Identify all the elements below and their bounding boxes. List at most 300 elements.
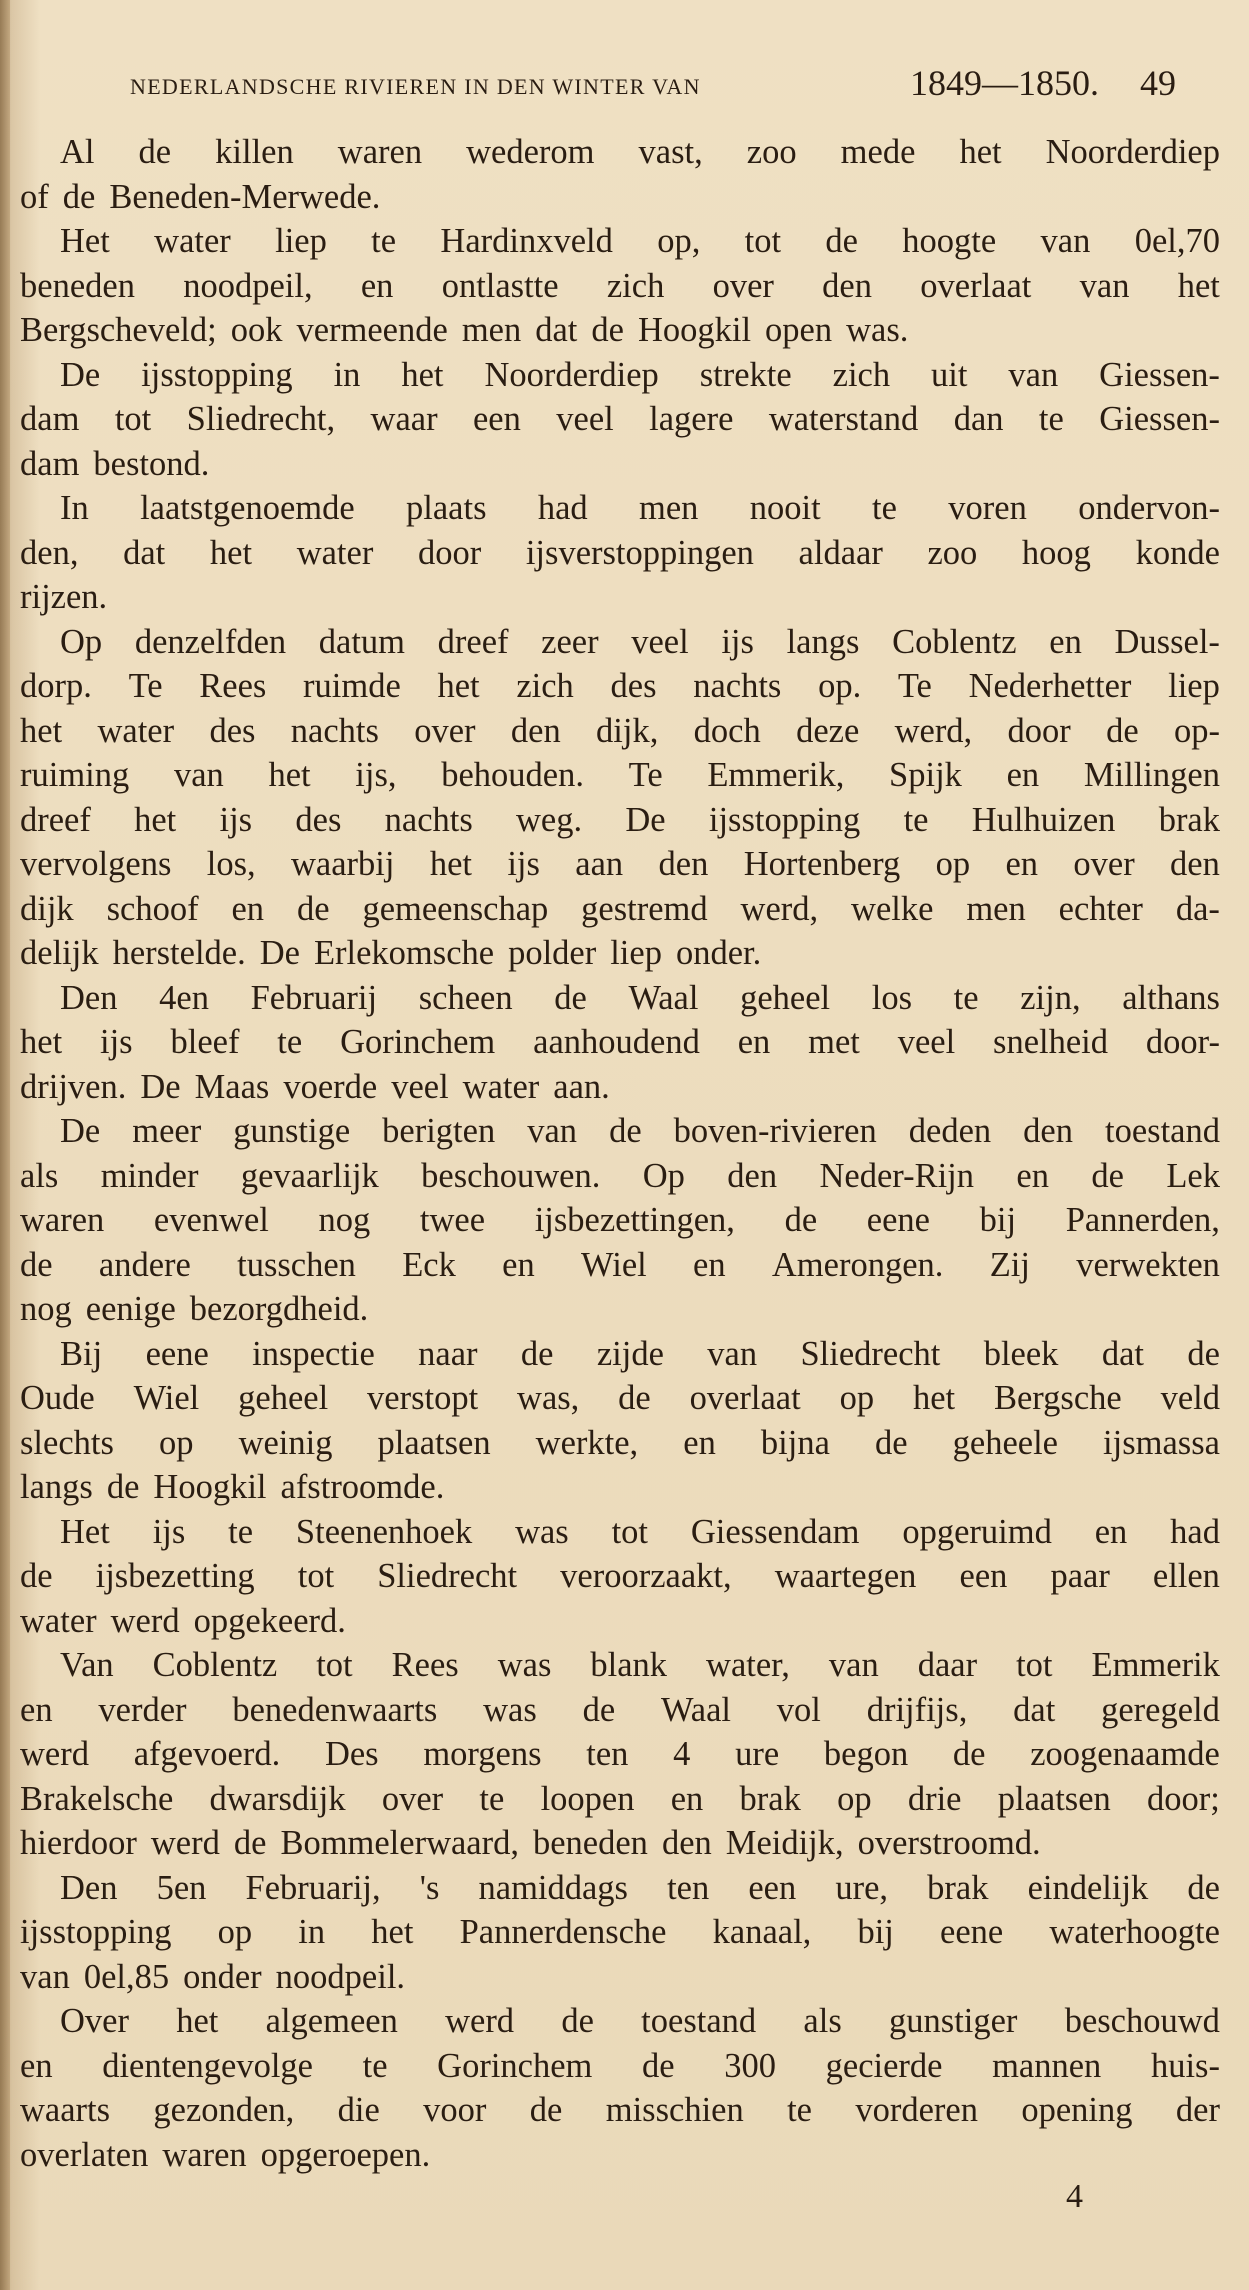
word: aanhoudend — [533, 1023, 700, 1061]
text-line — [20, 1866, 1220, 1911]
word: en — [1094, 1512, 1128, 1551]
word: de — [296, 889, 330, 928]
word: zich — [606, 266, 665, 305]
word: Bommelerwaard, — [280, 1824, 519, 1862]
word: de — [1091, 1156, 1124, 1195]
word: drijfijs, — [866, 1690, 968, 1729]
word: het — [401, 355, 444, 394]
word: bij — [857, 1913, 894, 1951]
word: toestand — [641, 2002, 757, 2040]
word: Oude — [20, 1379, 95, 1417]
text-line — [20, 175, 1220, 220]
word: werd — [150, 1824, 220, 1862]
word: mannen — [992, 2046, 1102, 2085]
word: op — [839, 1379, 875, 1417]
word: zijn, — [1020, 978, 1081, 1017]
word: nachts — [290, 711, 379, 750]
word: en — [231, 889, 265, 928]
word: de — [554, 978, 587, 1017]
word: dwarsdijk — [209, 1779, 346, 1818]
word: door- — [1145, 1023, 1220, 1061]
word: delijk — [20, 934, 99, 972]
word: tot — [611, 1512, 648, 1551]
word: 0el,70 — [1134, 222, 1220, 260]
word: water — [462, 1067, 540, 1106]
word: liep — [1168, 667, 1220, 705]
word: Lek — [1166, 1156, 1220, 1195]
word: den, — [20, 533, 79, 572]
word: en — [737, 1023, 771, 1061]
text-line — [20, 1821, 1220, 1866]
word: had — [1170, 1512, 1220, 1551]
word: deze — [796, 711, 860, 750]
word: Pannerdensche — [459, 1913, 667, 1951]
word: denzelfden — [134, 622, 287, 661]
text-line — [20, 1020, 1220, 1065]
word: het — [134, 800, 177, 839]
word: dreef — [20, 800, 91, 839]
word: het — [959, 133, 1002, 171]
word: snelheid — [993, 1023, 1109, 1061]
word: de — [561, 2002, 594, 2040]
word: door; — [1147, 1779, 1220, 1818]
word: water — [20, 1601, 97, 1640]
word: over — [712, 266, 774, 305]
text-line — [20, 664, 1220, 709]
word: des — [209, 711, 256, 750]
text-line — [20, 1643, 1220, 1688]
word: benedenwaarts — [232, 1690, 438, 1729]
text-line — [20, 931, 1220, 976]
word: wederom — [466, 133, 595, 171]
word: meer — [132, 1112, 202, 1150]
word: bleef — [170, 1023, 240, 1061]
word: paar — [1050, 1557, 1110, 1595]
word: des — [610, 667, 657, 705]
word: Steenenhoek — [295, 1512, 473, 1551]
word: brak — [927, 1868, 989, 1907]
word: ruiming — [20, 756, 130, 794]
word: Neder-Rijn — [819, 1156, 975, 1195]
word: over — [414, 711, 476, 750]
text-line — [20, 1154, 1220, 1199]
word: 5en — [156, 1868, 207, 1907]
word: lagere — [649, 400, 734, 438]
word: ondervon- — [1078, 489, 1220, 527]
word: op — [158, 1423, 194, 1462]
word: de — [582, 1690, 616, 1729]
text-line — [20, 1243, 1220, 1288]
word: over — [381, 1779, 444, 1818]
word: eindelijk — [1027, 1868, 1149, 1907]
word: zich — [516, 667, 574, 705]
word: de — [609, 1112, 642, 1150]
word: het — [429, 845, 472, 883]
word: ten — [586, 1735, 629, 1773]
word: Dussel- — [1114, 622, 1220, 661]
word: Eck — [402, 1245, 456, 1284]
word: Amerongen. — [771, 1245, 944, 1284]
word: de — [20, 1557, 53, 1595]
word: Den — [60, 1868, 118, 1907]
word: Nederhetter — [968, 667, 1132, 705]
word: waren — [20, 1201, 105, 1239]
word: ten — [667, 1868, 710, 1907]
word: het — [268, 756, 311, 794]
word: noodpeil, — [183, 266, 313, 305]
word: Bergscheveld; — [20, 311, 217, 349]
word: zeer — [541, 622, 599, 661]
word: algemeen — [265, 2002, 398, 2040]
word: werkte, — [535, 1423, 639, 1462]
word: los, — [206, 845, 256, 883]
word: dam — [20, 400, 80, 438]
word: geheel — [740, 978, 831, 1017]
word: als — [803, 2002, 842, 2040]
word: verder — [98, 1690, 187, 1729]
word: opgeruimd — [902, 1512, 1052, 1551]
word: vermeende — [296, 311, 448, 349]
word: en — [20, 1690, 53, 1729]
word: de — [529, 2091, 563, 2129]
word: als — [20, 1156, 59, 1195]
word: ontlastte — [441, 266, 559, 305]
word: Waal — [628, 978, 699, 1017]
word: te — [1038, 400, 1064, 438]
word: Het — [60, 222, 110, 260]
word: Giessendam — [690, 1512, 860, 1551]
word: ijsstopping — [20, 1913, 172, 1951]
word: op- — [1174, 711, 1220, 750]
word: de — [642, 2046, 675, 2085]
body-text — [20, 130, 1220, 2177]
word: op — [935, 845, 971, 883]
word: bestond. — [93, 444, 210, 483]
word: nachts — [384, 800, 473, 839]
word: Op — [642, 1156, 685, 1195]
word: ellen — [1152, 1557, 1220, 1595]
word: te — [479, 1779, 505, 1818]
word: andere — [98, 1245, 191, 1284]
word: aan — [575, 845, 624, 883]
word: werd — [110, 1601, 180, 1640]
word: onder — [183, 1957, 262, 1996]
word: waren — [162, 2135, 247, 2174]
word: 0el,85 — [83, 1957, 170, 1996]
word: eene — [145, 1334, 209, 1373]
word: veel — [556, 400, 614, 438]
word: da- — [1175, 889, 1220, 928]
word: gemeenschap — [362, 889, 549, 928]
word: hoogte — [902, 222, 997, 260]
word: dorp. — [20, 667, 92, 705]
text-line — [20, 1065, 1220, 1110]
word: De — [625, 800, 666, 839]
word: liep — [275, 222, 327, 260]
word: killen — [215, 133, 294, 171]
word: uit — [931, 355, 968, 394]
word: 4 — [673, 1735, 691, 1773]
word: geheele — [952, 1423, 1058, 1462]
word: veel — [631, 622, 689, 661]
word: Gorinchem — [437, 2046, 593, 2085]
word: bij — [979, 1201, 1017, 1239]
text-line — [20, 798, 1220, 843]
word: de — [825, 222, 858, 260]
word: gunstige — [233, 1112, 351, 1150]
word: nachts — [693, 667, 782, 705]
text-line — [20, 1777, 1220, 1822]
word: van — [1008, 355, 1059, 394]
word: mede — [840, 133, 916, 171]
word: plaats — [406, 489, 487, 527]
word: het — [437, 667, 480, 705]
word: waarts — [20, 2091, 111, 2129]
text-line — [20, 1465, 1220, 1510]
word: de — [106, 1468, 140, 1506]
word: op. — [818, 667, 862, 705]
word: en — [683, 1423, 716, 1462]
word: Millingen — [1083, 756, 1220, 794]
word: Wiel — [581, 1245, 647, 1284]
word: vast, — [638, 133, 703, 171]
word: was — [515, 1512, 569, 1551]
word: tusschen — [237, 1245, 356, 1284]
word: Pannerden, — [1065, 1201, 1220, 1239]
word: en — [360, 266, 394, 305]
text-line — [20, 1287, 1220, 1332]
word: de — [233, 1824, 267, 1862]
page-binding-edge — [0, 0, 10, 2290]
text-line — [20, 397, 1220, 442]
word: onder. — [675, 934, 762, 972]
word: Hoogkil — [153, 1468, 267, 1506]
word: Giessen- — [1099, 400, 1220, 438]
word: evenwel — [153, 1201, 269, 1239]
word: opgekeerd. — [193, 1601, 346, 1640]
text-line — [20, 1599, 1220, 1644]
word: van — [527, 1112, 578, 1150]
word: van — [707, 1334, 758, 1373]
word: Over — [60, 2002, 129, 2040]
word: Den — [60, 978, 118, 1017]
word: datum — [318, 622, 406, 661]
word: langs — [20, 1468, 93, 1506]
word: Brakelsche — [20, 1779, 174, 1818]
word: dijk, — [596, 711, 659, 750]
word: nog — [318, 1201, 371, 1239]
word: twee — [419, 1201, 486, 1239]
word: gestremd — [581, 889, 708, 928]
word: den — [658, 845, 709, 883]
word: dan — [953, 400, 1004, 438]
word: zoo — [746, 133, 797, 171]
word: ook — [230, 311, 283, 349]
word: te — [903, 800, 929, 839]
word: dat — [123, 533, 166, 572]
word: den — [1170, 845, 1220, 883]
text-line — [20, 531, 1220, 576]
word: water — [296, 533, 374, 572]
word: van — [173, 756, 224, 794]
word: men — [966, 889, 1026, 928]
text-line — [20, 264, 1220, 309]
word: hierdoor — [20, 1824, 137, 1862]
word: het — [209, 533, 253, 572]
text-line — [20, 1688, 1220, 1733]
word: water, — [706, 1646, 790, 1684]
word: Meidijk, — [725, 1824, 844, 1862]
word: ijs — [721, 622, 754, 661]
word: voerde — [283, 1067, 378, 1106]
word: tot — [1016, 1646, 1053, 1684]
text-line — [20, 1332, 1220, 1377]
word: aldaar — [798, 533, 883, 572]
word: was. — [846, 311, 909, 349]
word: over — [1073, 845, 1135, 883]
word: ijs — [507, 845, 540, 883]
text-line — [20, 709, 1220, 754]
word: door — [417, 533, 482, 572]
word: waren — [337, 133, 423, 171]
word: Het — [60, 1512, 110, 1551]
text-line — [20, 353, 1220, 398]
word: Coblentz — [152, 1646, 278, 1684]
word: eenige — [85, 1290, 176, 1328]
word: schoof — [106, 889, 199, 928]
word: langs — [786, 622, 860, 661]
word: Beneden-Merwede. — [109, 177, 381, 216]
word: zijde — [596, 1334, 664, 1373]
word: de — [138, 133, 172, 171]
word: Waal — [660, 1690, 731, 1729]
word: Noorderdiep — [484, 355, 659, 394]
word: loopen — [540, 1779, 635, 1818]
word: vervolgens — [20, 845, 172, 883]
word: open — [765, 311, 833, 349]
word: ijsstopping — [141, 355, 293, 394]
word: het — [1177, 266, 1220, 305]
word: het — [20, 1023, 63, 1061]
word: naar — [418, 1334, 478, 1373]
word: water — [97, 711, 175, 750]
text-line — [20, 1554, 1220, 1599]
word: drie — [907, 1779, 962, 1818]
word: door — [1007, 711, 1071, 750]
word: te — [371, 222, 397, 260]
word: Sliedrecht — [800, 1334, 941, 1373]
word: overlaat — [920, 266, 1032, 305]
word: In — [60, 489, 89, 527]
text-line — [20, 1510, 1220, 1555]
word: het — [371, 1913, 414, 1951]
word: opgeroepen. — [260, 2135, 431, 2174]
word: ijsbezettingen, — [534, 1201, 735, 1239]
word: water — [154, 222, 231, 260]
word: Rees — [391, 1646, 459, 1684]
word: en — [670, 1779, 704, 1818]
word: die — [337, 2091, 380, 2129]
word: met — [808, 1023, 860, 1061]
word: 's — [419, 1868, 440, 1907]
word: werd — [445, 2002, 515, 2040]
word: de — [1106, 711, 1139, 750]
word: De — [60, 1112, 101, 1150]
word: slechts — [20, 1423, 114, 1462]
word: te — [228, 1512, 254, 1551]
word: Zij — [989, 1245, 1030, 1284]
word: Hulhuizen — [971, 800, 1116, 839]
running-title-years: 1849—1850. — [910, 63, 1099, 103]
word: waartegen — [774, 1557, 917, 1595]
word: 300 — [724, 2046, 776, 2085]
text-line — [20, 1376, 1220, 1421]
word: den — [510, 711, 561, 750]
word: zich — [832, 355, 891, 394]
word: en — [502, 1245, 535, 1284]
word: te — [277, 1023, 303, 1061]
word: plaatsen — [997, 1779, 1111, 1818]
word: des — [295, 800, 342, 839]
text-line — [20, 219, 1220, 264]
word: veel — [391, 1067, 449, 1106]
word: eene — [866, 1201, 930, 1239]
text-line — [20, 1732, 1220, 1777]
word: werd, — [740, 889, 819, 928]
word: de — [20, 1245, 53, 1284]
word: begon — [823, 1735, 909, 1773]
word: Te — [128, 667, 163, 705]
text-line — [20, 2044, 1220, 2089]
word: der — [1175, 2091, 1220, 2129]
text-line — [20, 842, 1220, 887]
word: toestand — [1105, 1112, 1220, 1150]
text-line — [20, 2133, 1220, 2178]
word: tot — [114, 400, 152, 438]
word: huis- — [1150, 2046, 1220, 2085]
word: ijsstopping — [708, 800, 861, 839]
word: deden — [908, 1112, 992, 1150]
word: overlaten — [20, 2135, 149, 2174]
text-line — [20, 1109, 1220, 1154]
word: 4en — [159, 978, 209, 1017]
word: dientengevolge — [102, 2046, 313, 2085]
word: Des — [324, 1735, 379, 1773]
word: morgens — [423, 1735, 542, 1773]
word: laatstgenoemde — [140, 489, 355, 527]
word: berigten — [382, 1112, 496, 1150]
word: het — [176, 2002, 219, 2040]
text-line — [20, 130, 1220, 175]
word: ijsbezetting — [95, 1557, 255, 1595]
word: Hardinxveld — [440, 222, 613, 260]
word: beneden — [532, 1824, 648, 1862]
word: ruimde — [303, 667, 401, 705]
word: polder — [508, 934, 597, 972]
page-number: 49 — [1140, 63, 1176, 103]
word: de — [591, 311, 624, 349]
word: Op — [60, 622, 103, 661]
word: inspectie — [252, 1334, 375, 1373]
word: overstroomd. — [857, 1824, 1041, 1862]
text-line — [20, 1421, 1220, 1466]
word: aan. — [553, 1067, 610, 1106]
word: konde — [1135, 533, 1220, 572]
word: gevaarlijk — [240, 1156, 379, 1195]
word: dat — [535, 311, 578, 349]
word: Giessen- — [1099, 355, 1220, 394]
word: en — [693, 1245, 726, 1284]
